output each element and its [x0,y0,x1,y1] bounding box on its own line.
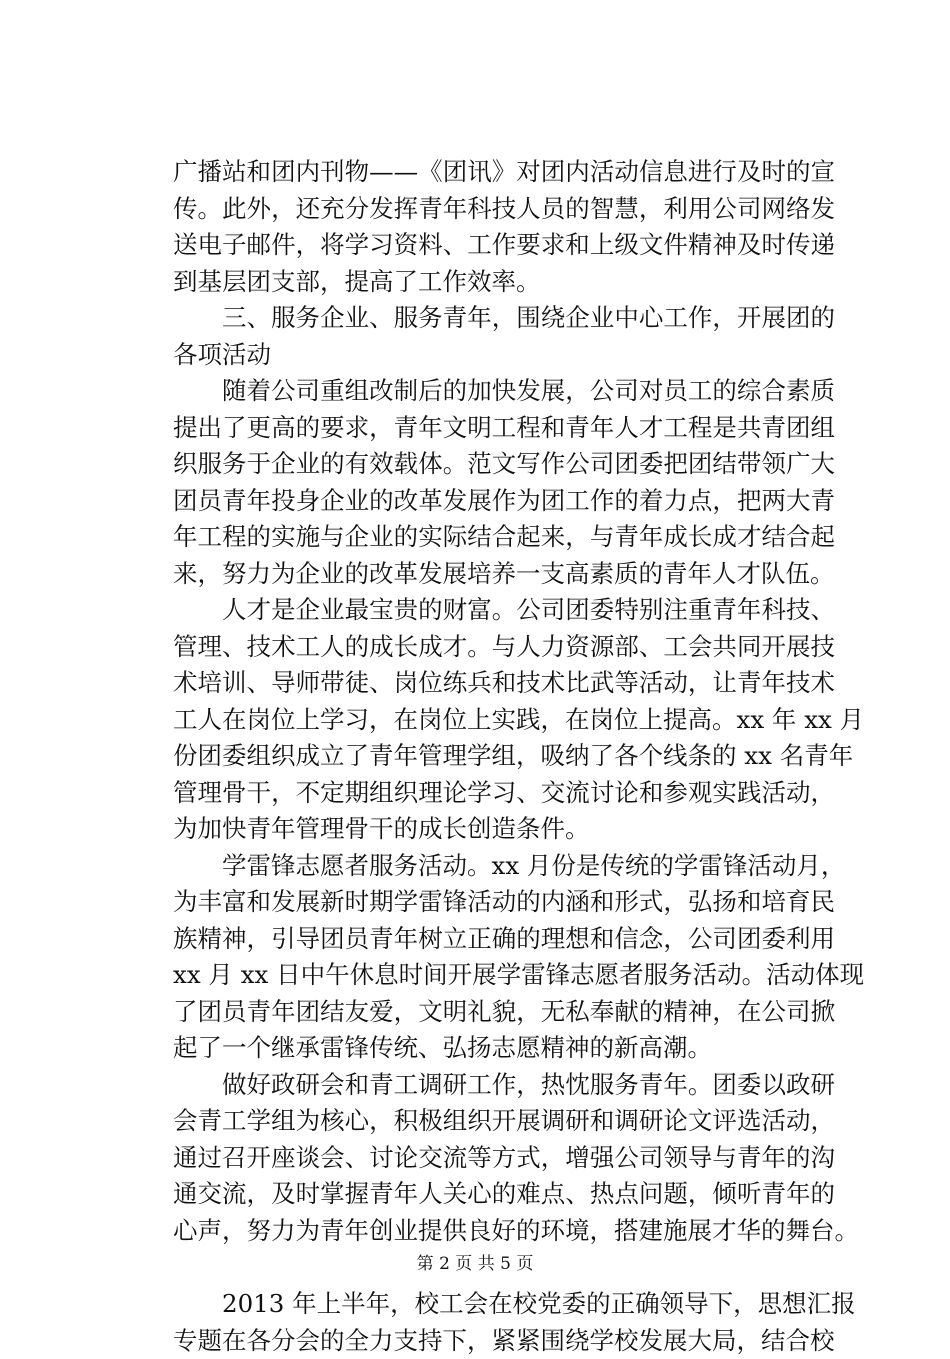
text-line: 各项活动 [173,337,835,374]
paragraph [173,1286,835,1359]
text-line: 通过召开座谈会、讨论交流等方式，增强公司领导与青年的沟 [173,1140,835,1177]
paragraph [173,592,835,848]
paragraph [173,848,835,1067]
page-footer: 第 2 页 共 5 页 [0,1252,950,1276]
text-line: 来，努力为企业的改革发展培养一支高素质的青年人才队伍。 [173,556,835,593]
text-line: 术培训、导师带徒、岗位练兵和技术比武等活动，让青年技术 [173,665,835,702]
text-line: 送电子邮件，将学习资料、工作要求和上级文件精神及时传递 [173,227,835,264]
text-line: 份团委组织成立了青年管理学组，吸纳了各个线条的 xx 名青年 [173,738,835,775]
text-line: 工人在岗位上学习，在岗位上实践，在岗位上提高。xx 年 xx 月 [173,702,835,739]
text-line: 管理骨干，不定期组织理论学习、交流讨论和参观实践活动， [173,775,835,812]
text-line: xx 月 xx 日中午休息时间开展学雷锋志愿者服务活动。活动体现 [173,957,835,994]
text-line: 会青工学组为核心，积极组织开展调研和调研论文评选活动， [173,1103,835,1140]
text-line: 做好政研会和青工调研工作，热忱服务青年。团委以政研 [173,1067,835,1104]
text-line: 广播站和团内刊物——《团讯》对团内活动信息进行及时的宣 [173,154,835,191]
text-line: 为丰富和发展新时期学雷锋活动的内涵和形式，弘扬和培育民 [173,884,835,921]
text-line: 年工程的实施与企业的实际结合起来，与青年成长成才结合起 [173,519,835,556]
text-line: 通交流，及时掌握青年人关心的难点、热点问题，倾听青年的 [173,1176,835,1213]
text-line: 了团员青年团结友爱，文明礼貌，无私奉献的精神，在公司掀 [173,994,835,1031]
text-line: 为加快青年管理骨干的成长创造条件。 [173,811,835,848]
text-line: 织服务于企业的有效载体。范文写作公司团委把团结带领广大 [173,446,835,483]
text-line: 管理、技术工人的成长成才。与人力资源部、工会共同开展技 [173,629,835,666]
text-line: 随着公司重组改制后的加快发展，公司对员工的综合素质 [173,373,835,410]
text-line: 起了一个继承雷锋传统、弘扬志愿精神的新高潮。 [173,1030,835,1067]
text-line: 提出了更高的要求，青年文明工程和青年人才工程是共青团组 [173,410,835,447]
text-line: 三、服务企业、服务青年，围绕企业中心工作，开展团的 [173,300,835,337]
paragraph [173,300,835,373]
paragraph [173,154,835,300]
text-line: 到基层团支部，提高了工作效率。 [173,264,835,301]
text-line: 传。此外，还充分发挥青年科技人员的智慧，利用公司网络发 [173,191,835,228]
text-line: 学雷锋志愿者服务活动。xx 月份是传统的学雷锋活动月， [173,848,835,885]
text-line: 心声，努力为青年创业提供良好的环境，搭建施展才华的舞台。 [173,1213,835,1250]
paragraph [173,373,835,592]
document-body [173,154,835,1359]
text-line: 族精神，引导团员青年树立正确的理想和信念，公司团委利用 [173,921,835,958]
text-line: 团员青年投身企业的改革发展作为团工作的着力点，把两大青 [173,483,835,520]
text-line: 人才是企业最宝贵的财富。公司团委特别注重青年科技、 [173,592,835,629]
text-line: 专题在各分会的全力支持下，紧紧围绕学校发展大局，结合校 [173,1323,835,1359]
paragraph [173,1067,835,1250]
text-line: 2013 年上半年，校工会在校党委的正确领导下，思想汇报 [173,1286,835,1323]
